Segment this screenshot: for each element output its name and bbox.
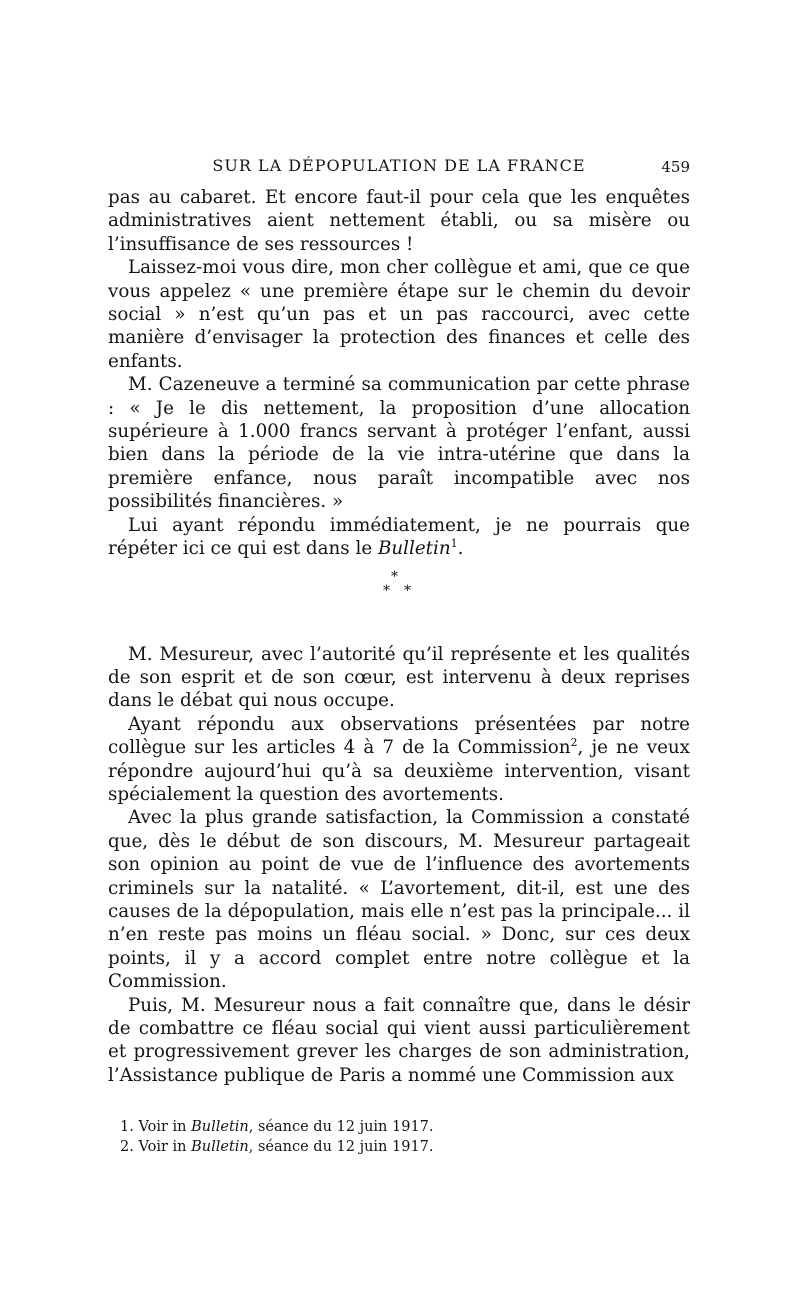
paragraph-3: M. Cazeneuve a terminé sa communication par cette phrase : « Je le dis nettement, la proposition d’une allocation supérieure à 1.000 francs servant à protéger l’enfant, aussi bien dans la période de la vie intra-utérine que dans la première enfance, nous paraît incompatible avec nos possibilités financières. » bbox=[108, 374, 690, 513]
footnote-date: , séance du 12 juin 1917. bbox=[248, 1139, 434, 1155]
paragraph-8: Puis, M. Mesureur nous a fait connaître que, dans le désir de combattre ce fléau social qui vient aussi particulièrement et progressivement grever les charges de son administration, l’Assistance publique de Paris a nommé une Commission aux bbox=[108, 994, 690, 1086]
footnote-ref-1: 1 bbox=[450, 537, 458, 550]
footnote-number: 2. bbox=[120, 1139, 134, 1155]
paragraph-7: Avec la plus grande satisfaction, la Commission a constaté que, dès le début de son discours, M. Mesureur partageait son opinion au point de vue de l’influence des avortements criminels sur la natalité. « L’avortement, dit-il, est une des causes de la dépopulation, mais elle n’est pas la principale... il n’en reste pas moins un fléau social. » Donc, sur ces deux points, il y a accord complet entre notre collègue et la Commission. bbox=[108, 807, 690, 993]
page-number: 459 bbox=[661, 158, 690, 176]
main-text bbox=[108, 186, 690, 1087]
footnote-bulletin: Bulletin bbox=[191, 1119, 249, 1135]
paragraph-6 bbox=[108, 713, 690, 807]
bulletin-reference: Bulletin bbox=[377, 538, 451, 560]
paragraph-5: M. Mesureur, avec l’autorité qu’il représente et les qualités de son esprit et de son cœur, est intervenu à deux reprises dans le débat qui nous occupe. bbox=[108, 643, 690, 712]
paragraph-1: pas au cabaret. Et encore faut-il pour cela que les enquêtes administratives aient nettement établi, ou sa misère ou l’insuffisance de ses ressources ! bbox=[108, 187, 690, 255]
separator-star: * bbox=[391, 568, 398, 585]
footnote-text: Voir in bbox=[138, 1139, 192, 1155]
footnote-ref-2: 2 bbox=[570, 736, 578, 750]
footnote-bulletin: Bulletin bbox=[191, 1139, 249, 1155]
footnote bbox=[120, 1137, 660, 1157]
footnote-date: , séance du 12 juin 1917. bbox=[248, 1119, 434, 1135]
running-title: SUR LA DÉPOPULATION DE LA FRANCE bbox=[212, 156, 586, 175]
footnotes bbox=[120, 1117, 660, 1157]
section-separator bbox=[108, 561, 690, 643]
separator-star: * bbox=[404, 582, 411, 599]
paragraph-6-rest: , je ne veux répondre aujourd’hui qu’à sa deuxième intervention, visant spécialement la question des avortements. bbox=[108, 737, 690, 805]
paragraph-4-text: Lui ayant répondu immédiatement, je ne pourrais que répéter ici ce qui est dans le bbox=[108, 514, 690, 560]
footnote-text: Voir in bbox=[138, 1119, 192, 1135]
paragraph-2: Laissez-moi vous dire, mon cher collègue et ami, que ce que vous appelez « une première étape sur le chemin du devoir social » n’est qu’un pas et un pas raccourci, avec cette manière d’envisager la protection des finances et celle des enfants. bbox=[108, 257, 690, 372]
footnote bbox=[120, 1117, 660, 1137]
separator-star: * bbox=[383, 582, 390, 599]
paragraph-4 bbox=[108, 514, 690, 561]
paragraph-6-text: Ayant répondu aux observations présentées par notre collègue sur les articles 4 à 7 de la Commission bbox=[108, 713, 690, 759]
page-header bbox=[108, 156, 690, 182]
footnote-number: 1. bbox=[120, 1119, 134, 1135]
paragraph-4-end: . bbox=[457, 538, 464, 560]
